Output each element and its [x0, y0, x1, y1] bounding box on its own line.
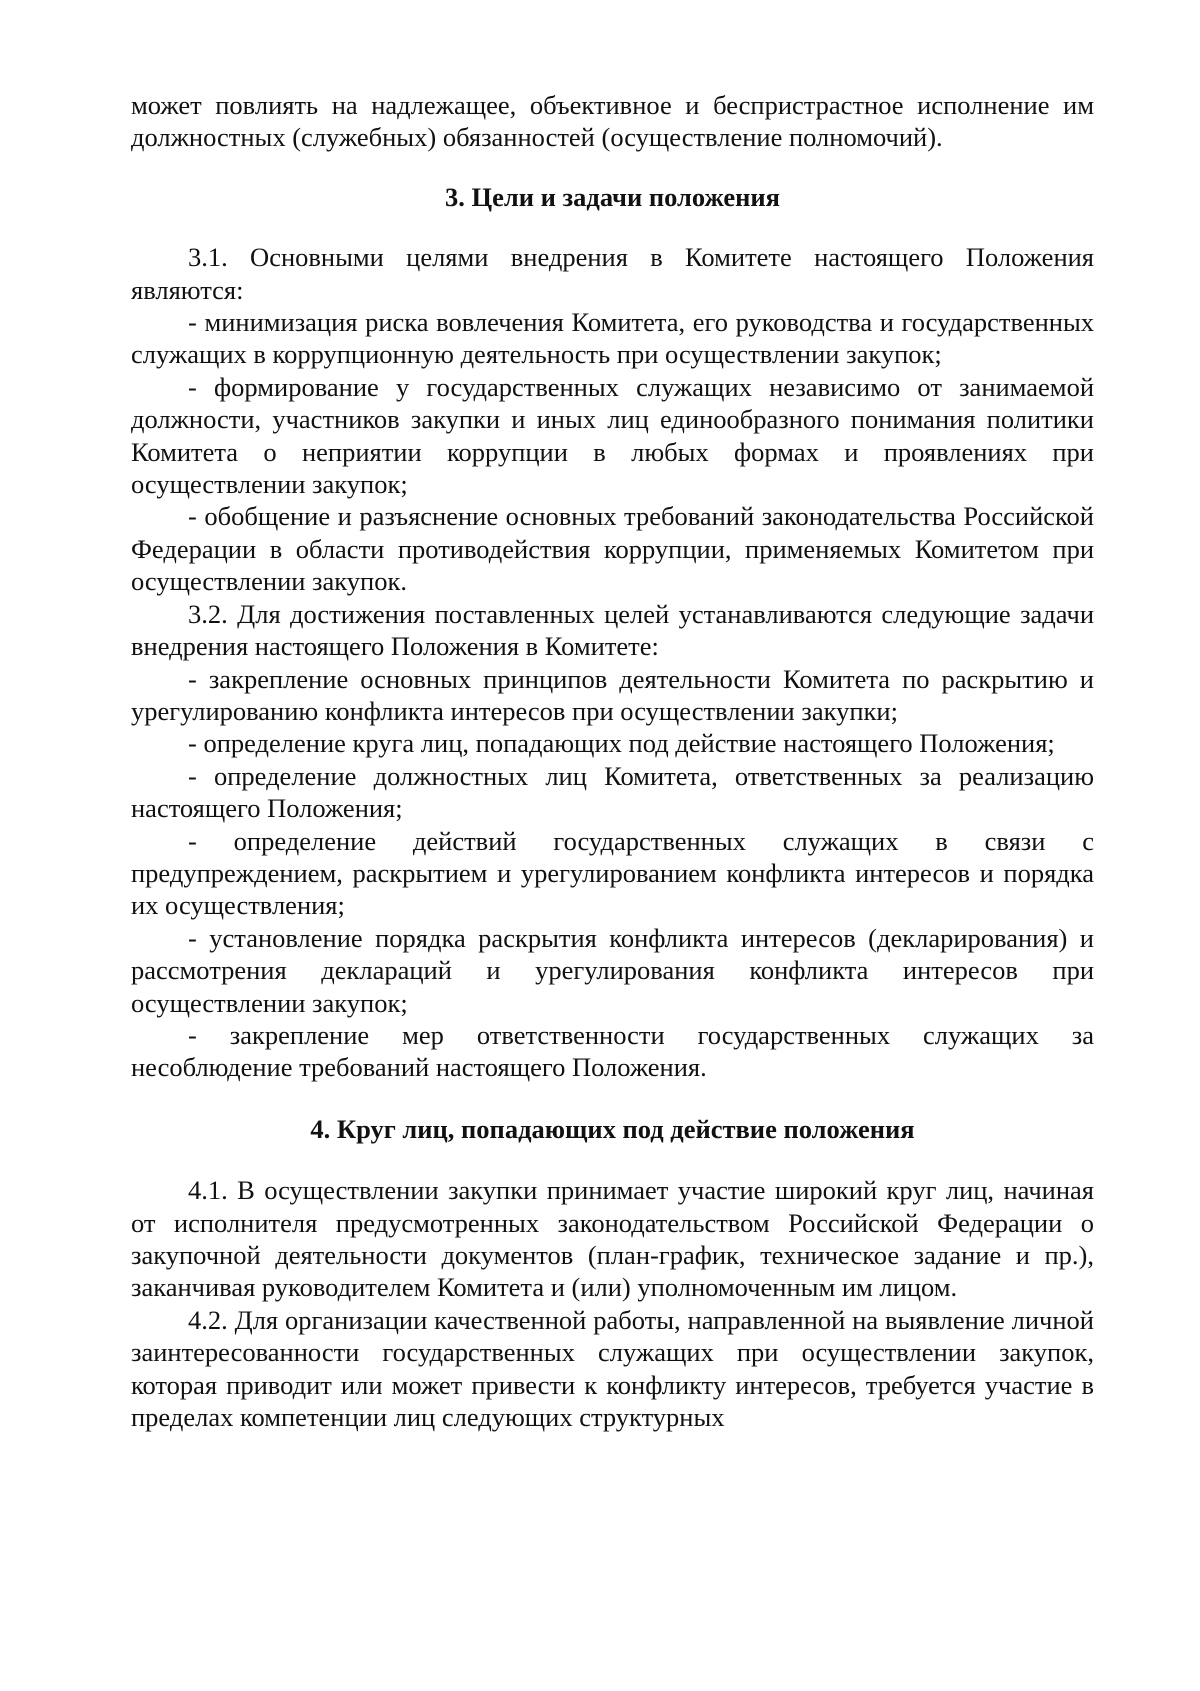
list-item: - закрепление основных принципов деятельности Комитета по раскрытию и урегулированию конфликта интересов при осуществлении закупки; [131, 663, 1094, 726]
section-3-heading: 3. Цели и задачи положения [445, 181, 780, 212]
paragraph-continuation: может повлиять на надлежащее, объективное и беспристрастное исполнение им должностных (служебных) обязанностей (осуществление полномочий). [131, 90, 1094, 153]
list-item: - минимизация риска вовлечения Комитета, его руководства и государственных служащих в коррупционную деятельность при осуществлении закупок; [131, 307, 1094, 370]
document-body [131, 89, 1094, 1433]
paragraph-4-2: 4.2. Для организации качественной работы, направленной на выявление личной заинтересованности государственных служащих при осуществлении закупок, которая приводит или может привести к конфликту интересов, требуется участие в пределах компетенции лиц следующих структурных [131, 1304, 1094, 1433]
list-item: - определение действий государственных служащих в связи с предупреждением, раскрытием и урегулированием конфликта интересов и порядка их осуществления; [131, 825, 1094, 921]
list-item: - установление порядка раскрытия конфликта интересов (декларирования) и рассмотрения деклараций и урегулирования конфликта интересов при осуществлении закупок; [131, 922, 1094, 1018]
paragraph-3-2: 3.2. Для достижения поставленных целей устанавливаются следующие задачи внедрения настоящего Положения в Комитете: [131, 598, 1094, 662]
paragraph-3-1: 3.1. Основными целями внедрения в Комитете настоящего Положения являются: [131, 242, 1094, 305]
list-item: - определение должностных лиц Комитета, ответственных за реализацию настоящего Положения; [131, 760, 1094, 824]
list-item: - формирование у государственных служащих независимо от занимаемой должности, участников закупки и иных лиц единообразного понимания политики Комитета о неприятии коррупции в любых формах и проявлениях при осуществлении закупок; [131, 371, 1094, 500]
list-item: - обобщение и разъяснение основных требований законодательства Российской Федерации в области противодействия коррупции, применяемых Комитетом при осуществлении закупок. [131, 501, 1094, 597]
list-item: - определение круга лиц, попадающих под действие настоящего Положения; [188, 728, 1055, 759]
list-item: - закрепление мер ответственности государственных служащих за несоблюдение требований настоящего Положения. [131, 1019, 1094, 1083]
section-4-heading: 4. Круг лиц, попадающих под действие положения [310, 1113, 915, 1144]
paragraph-4-1: 4.1. В осуществлении закупки принимает участие широкий круг лиц, начиная от исполнителя предусмотренных законодательством Российской Федерации о закупочной деятельности документов (план-график, техническое задание и пр.), заканчивая руководителем Комитета и (или) уполномоченным им лицом. [131, 1175, 1094, 1303]
